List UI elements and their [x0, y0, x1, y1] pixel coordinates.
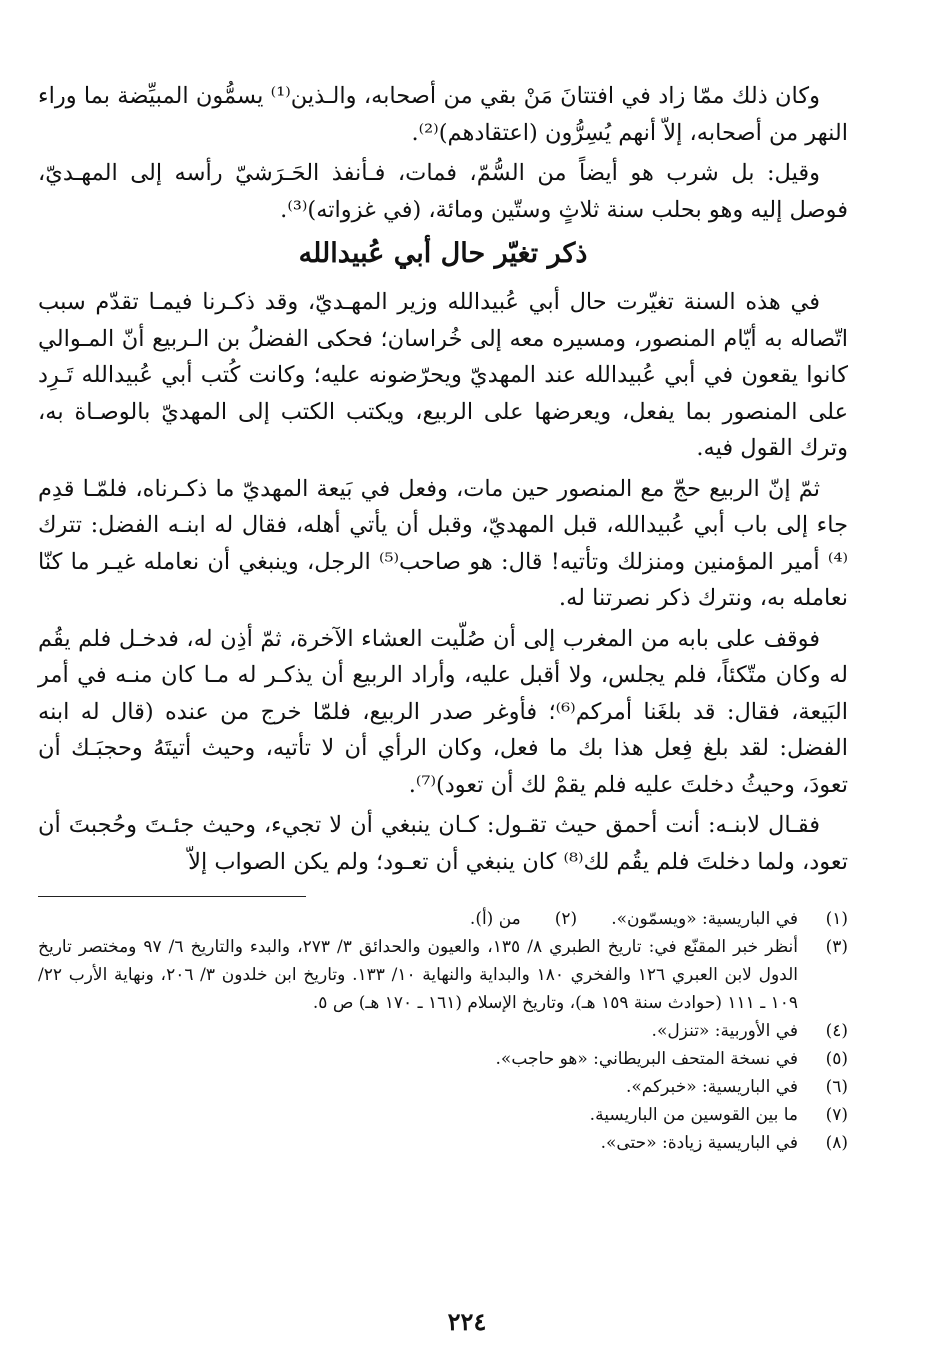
- paragraph-1: في هذه السنة تغيّرت حال أبي عُبيدالله وزير المهـديّ، وقد ذكـرنا فيمـا تقدّم سبب اتّصاله به أيّام المنصور، ومسيره معه إلى خُراسان؛ فحكى الفضلُ بن الـربيع أنّ المـوالي كانوا يقعون في أبي عُبيدالله عند المهديّ ويحرّضونه عليه؛ وكانت كُتب أبي عُبيدالله تَـرِد على المنصور بما يفعل، ويعرضها على الربيع، ويكتب الكتب إلى المهديّ بالوصـاة به، وترك القول فيه.: [38, 289, 848, 461]
- footnote-text: أنظر خبر المقنّع في: تاريخ الطبري ٨/ ١٣٥، والعيون والحدائق ٣/ ٢٧٣، والبدء والتاريخ ٦/ ٩٧ ومختصر تاريخ الدول لابن العبري ١٢٦ والفخري ١٨٠ والبداية والنهاية ١٠/ ١٣٣. وتاريخ ابن خلدون ٣/ ٢٠٦، ونهاية الأرب ٢٢/ ١٠٩ ـ ١١١ (حوادث سنة ١٥٩ هـ)، وتاريخ الإسلام (١٦١ ـ ١٧٠ هـ) ص ٥.: [38, 937, 798, 1013]
- footnote-number: (٢): [554, 909, 578, 929]
- paragraph-continuation-2: وقيل: بل شرب هو أيضاً من السُّمّ، فمات، فـأنفذ الحَـرَشيّ رأسه إلى المهـديّ، فوصل إليه وهو بحلب سنة ثلاثٍ وستّين ومائة، (في غزواته)⁽³⁾.: [38, 160, 848, 223]
- paragraph-continuation-1: وكان ذلك ممّا زاد في افتتانَ مَنْ بقي من أصحابه، والـذين⁽¹⁾ يسمُّون المبيِّضة بما وراء النهر من أصحابه، إلاّ أنهم يُسِرُّون (اعتقادهم)⁽²⁾.: [38, 83, 848, 146]
- footnote-number: (٦): [825, 1077, 848, 1097]
- footnote-inline-pair: [38, 905, 798, 933]
- footnote-text: في الباريسية زيادة: «حتى».: [600, 1133, 798, 1153]
- footnote-text: في الباريسية: «خبركم».: [625, 1077, 798, 1097]
- footnote-text: من (أ).: [469, 909, 521, 929]
- footnote-row-5: [38, 1045, 848, 1073]
- footnote-divider-wrap: [38, 884, 848, 905]
- footnote-divider: [38, 896, 306, 897]
- footnote-row-1-2: [38, 905, 848, 933]
- footnote-text: في الأوربية: «تنزل».: [651, 1021, 798, 1041]
- paragraph-4: فقـال لابنـه: أنت أحمق حيث تقـول: كـان ينبغي أن لا تجيء، وحيث جئـتَ وحُجبتَ أن تعود، ولما دخلتَ فلم يقُم لك⁽⁸⁾ كان ينبغي أن تعـود؛ ولم يكن الصواب إلاّ: [38, 812, 848, 875]
- footnote-number: (٤): [825, 1021, 848, 1041]
- footnote-number: (٨): [825, 1133, 848, 1153]
- footnote-number: (٥): [825, 1049, 848, 1069]
- footnote-number: (٣): [825, 937, 848, 957]
- footnote-text: ما بين القوسين من الباريسية.: [589, 1105, 798, 1125]
- footnote-row-3: [38, 933, 848, 1017]
- page-number: ٢٢٤: [447, 1307, 487, 1336]
- footnote-text: في الباريسية: «ويسمّون».: [611, 909, 798, 929]
- footnote-number: (١): [825, 909, 848, 929]
- footnote-text: في نسخة المتحف البريطاني: «هو حاجب».: [495, 1049, 798, 1069]
- footnotes: [38, 905, 848, 1157]
- paragraph-2: ثمّ إنّ الربيع حجّ مع المنصور حين مات، وفعل في بَيعة المهديّ ما ذكـرناه، فلمّـا قدِم جاء إلى باب أبي عُبيدالله، قبل المهديّ، وقبل أن يأتي أهله، فقال له ابنـه الفضل: تترك ⁽⁴⁾ أمير المؤمنين ومنزلك وتأتيه! قال: هو صاحب⁽⁵⁾ الرجل، وينبغي أن نعامله غيـر ما كنّا نعامله به، ونترك ذكر نصرتنا له.: [38, 475, 848, 611]
- footnote-row-4: [38, 1017, 848, 1045]
- book-page: [38, 78, 848, 1330]
- paragraph-3: فوقف على بابه من المغرب إلى أن صُلّيت العشاء الآخرة، ثمّ أذِن له، فدخـل فلم يقُم له وكان متّكئاً، فلم يجلس، ولا أقبل عليه، وأراد الربيع أن يذكـر له مـا كان منـه في أمر البَيعة، فقال: قد بلغَنا أمركم⁽⁶⁾؛ فأوغر صدر الربيع، فلمّا خرج من عنده (قال له ابنه الفضل: لقد بلغ فِعل هذا بك ما فعل، وكان الرأي أن لا تأتيه، وحيث أتيتَهُ وحجبَـك أن تعودَ، وحيثُ دخلتَ عليه فلم يقمْ لك أن تعود)⁽⁷⁾.: [38, 625, 848, 798]
- footnote-row-8: [38, 1129, 848, 1157]
- footnote-row-6: [38, 1073, 848, 1101]
- footnote-number: (٧): [825, 1105, 848, 1125]
- footnote-row-7: [38, 1101, 848, 1129]
- section-heading: ذكر تغيّر حال أبي عُبيدالله: [298, 238, 588, 269]
